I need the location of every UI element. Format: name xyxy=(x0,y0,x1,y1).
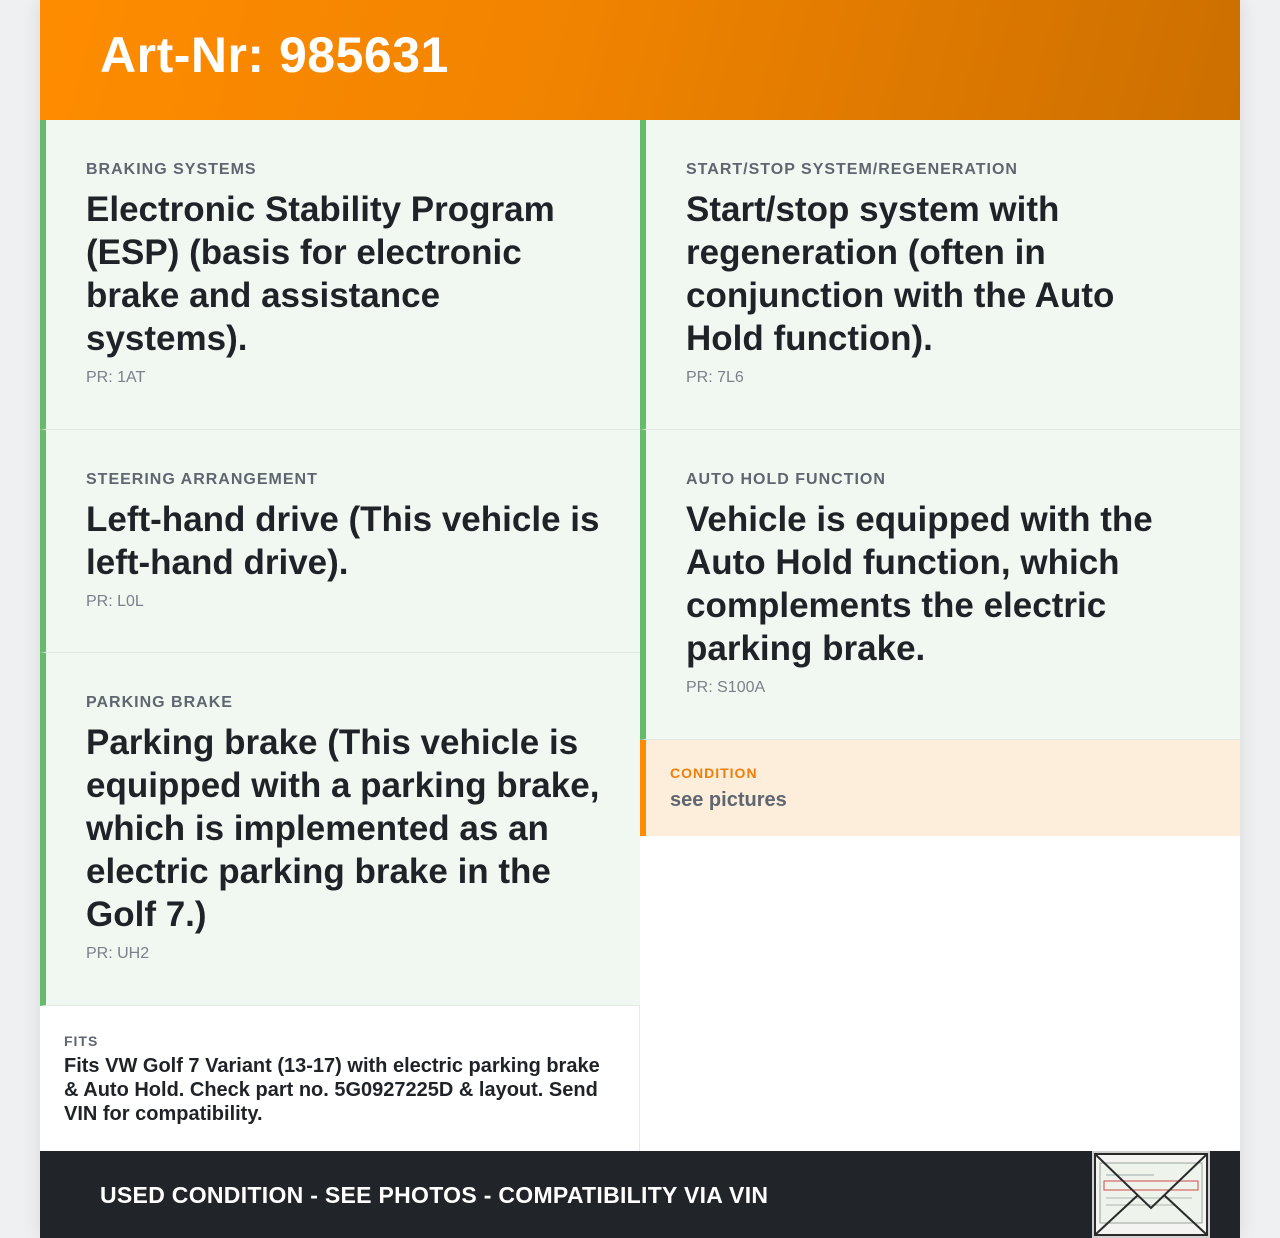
condition-label: CONDITION xyxy=(670,765,758,781)
spec-category: AUTO HOLD FUNCTION xyxy=(686,471,886,488)
spec-card-steering xyxy=(40,430,640,653)
spec-category: BRAKING SYSTEMS xyxy=(86,161,257,178)
spec-description: Vehicle is equipped with the Auto Hold function, which complements the electric parking brake. xyxy=(686,500,1153,668)
fits-text: Fits VW Golf 7 Variant (13-17) with electric parking brake & Auto Hold. Check part no. 5G0927225D & layout. Send VIN for compatibility. xyxy=(64,1055,600,1125)
spec-description: Left-hand drive (This vehicle is left-hand drive). xyxy=(86,500,600,582)
spec-pr-code: PR: UH2 xyxy=(86,945,150,962)
footer-bar xyxy=(40,1151,1240,1238)
spec-description: Start/stop system with regeneration (often in conjunction with the Auto Hold function). xyxy=(686,190,1115,358)
condition-section xyxy=(640,740,1240,836)
spec-category: START/STOP SYSTEM/REGENERATION xyxy=(686,161,1018,178)
spec-card-auto-hold xyxy=(640,430,1240,740)
fits-label: FITS xyxy=(64,1033,99,1049)
spec-card-start-stop xyxy=(640,120,1240,430)
label-photo-image xyxy=(1094,1153,1208,1236)
spec-description: Electronic Stability Program (ESP) (basis for electronic brake and assistance systems). xyxy=(86,190,555,358)
footer-text: USED CONDITION - SEE PHOTOS - COMPATIBILITY VIA VIN xyxy=(100,1182,769,1208)
spec-pr-code: PR: L0L xyxy=(86,593,144,610)
spec-category: STEERING ARRANGEMENT xyxy=(86,471,318,488)
spec-pr-code: PR: 7L6 xyxy=(686,369,744,386)
spec-category: PARKING BRAKE xyxy=(86,694,233,711)
spec-card-parking-brake xyxy=(40,653,640,1006)
product-sheet xyxy=(40,0,1240,1238)
spec-pr-code: PR: 1AT xyxy=(86,369,146,386)
fits-section xyxy=(40,1006,640,1151)
header-banner xyxy=(40,0,1240,120)
article-number-title: Art-Nr: 985631 xyxy=(100,27,449,83)
product-photo-thumbnail[interactable] xyxy=(1092,1151,1210,1238)
spec-pr-code: PR: S100A xyxy=(686,679,766,696)
condition-value: see pictures xyxy=(670,789,787,811)
spec-description: Parking brake (This vehicle is equipped with a parking brake, which is implemented as an electric parking brake in the Golf 7.) xyxy=(86,723,600,934)
spec-card-braking xyxy=(40,120,640,430)
